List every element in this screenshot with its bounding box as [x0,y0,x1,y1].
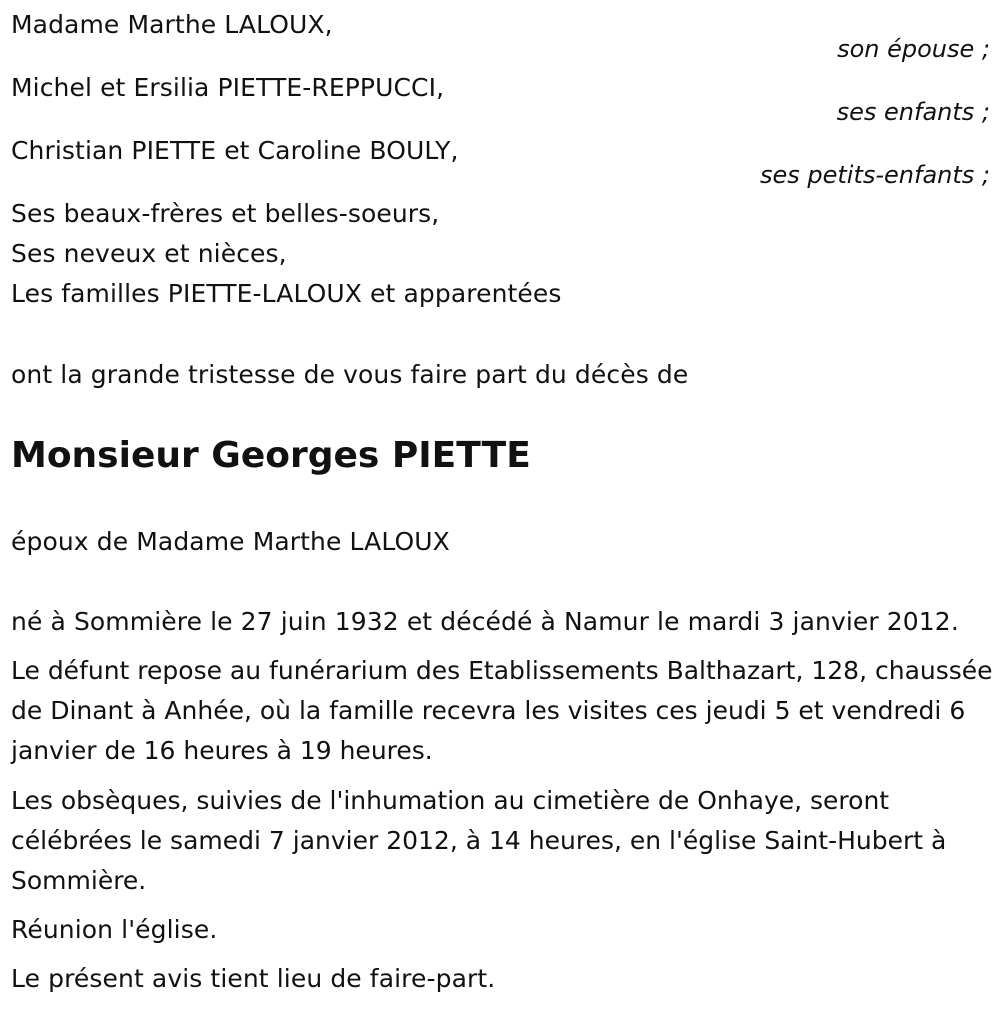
spouse-name: Madame Marthe LALOUX, [11,10,333,39]
spouse-of: époux de Madame Marthe LALOUX [11,527,450,556]
deceased-name: Monsieur Georges PIETTE [11,435,531,476]
grandchildren-name: Christian PIETTE et Caroline BOULY, [11,136,459,165]
children-relation: ses enfants ; [836,98,990,126]
spouse-relation: son épouse ; [837,35,990,63]
nephews-nieces: Ses neveux et nièces, [11,239,287,268]
meeting-info: Réunion l'église. [11,915,218,944]
announcement-intro: ont la grande tristesse de vous faire part du décès de [11,360,689,389]
funeral-info: Les obsèques, suivies de l'inhumation au cimetière de Onhaye, seront célébrées le samedi 7 janvier 2012, à 14 heures, en l'église Saint-Hubert à Sommière. [11,786,947,895]
faire-part-notice: Le présent avis tient lieu de faire-part. [11,964,496,993]
families: Les familles PIETTE-LALOUX et apparentées [11,279,562,308]
children-name: Michel et Ersilia PIETTE-REPPUCCI, [11,73,445,102]
grandchildren-relation: ses petits-enfants ; [759,161,990,189]
birth-death: né à Sommière le 27 juin 1932 et décédé à Namur le mardi 3 janvier 2012. [11,607,959,636]
in-laws: Ses beaux-frères et belles-soeurs, [11,199,440,228]
rest-info: Le défunt repose au funérarium des Etablissements Balthazart, 128, chaussée de Dinant à Anhée, où la famille recevra les visites ces jeudi 5 et vendredi 6 janvier de 16 heures à 19 heures. [11,656,993,765]
